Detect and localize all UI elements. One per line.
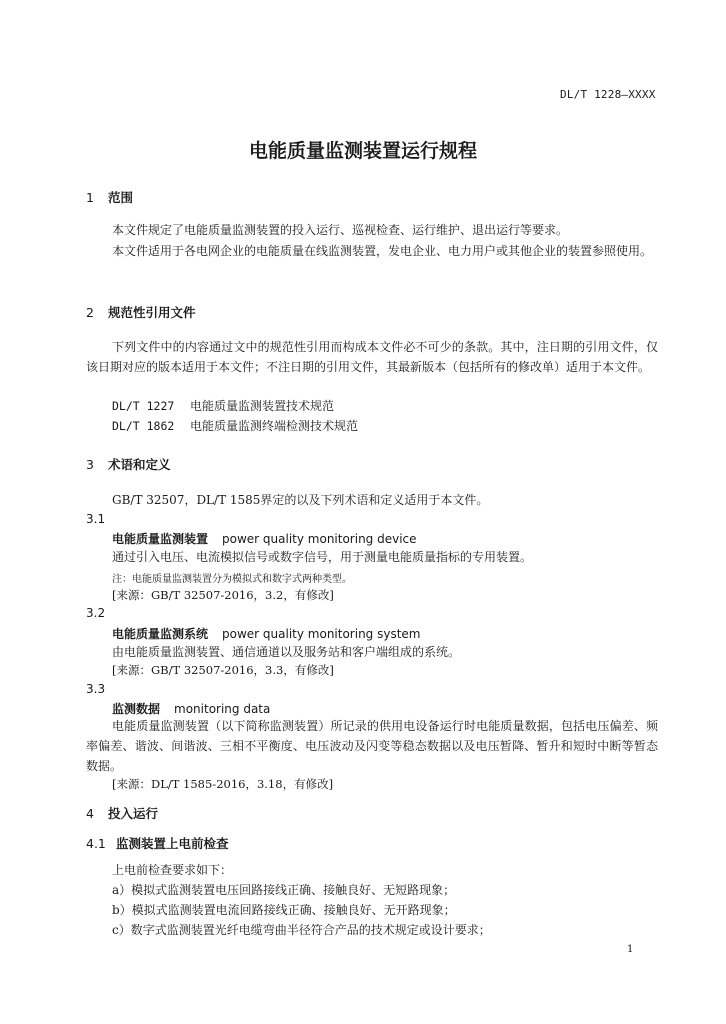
term-zh: 电能质量监测装置 [112,532,209,546]
reference-code: DL/T 1862 [112,419,175,433]
list-item: a）模拟式监测装置电压回路接线正确、接触良好、无短路现象； [112,883,456,897]
section-number: 2 [86,305,94,320]
subsection-4-1-heading [86,834,229,852]
section-title: 范围 [108,190,134,205]
term-definition: 电能质量监测装置（以下简称监测装置）所记录的供用电设备运行时电能质量数据，包括电压偏差、频率偏差、谐波、间谐波、三相不平衡度、电压波动及闪变等稳态数据以及电压暂降、暂升和短时中断等暂态数据。 [86,719,658,773]
term-definition: 由电能质量监测装置、通信通道以及服务站和客户端组成的系统。 [112,645,461,659]
term-heading [112,625,421,642]
term-source: [来源：DL/T 1585-2016，3.18，有修改] [112,777,334,791]
term-heading [112,530,417,547]
term-heading [112,700,270,717]
paragraph: 下列文件中的内容通过文中的规范性引用而构成本文件必不可少的条款。其中，注日期的引用文件，仅该日期对应的版本适用于本文件；不注日期的引用文件，其最新版本（包括所有的修改单）适用于本文件。 [86,340,658,374]
subsection-title: 监测装置上电前检查 [116,836,229,851]
term-source: [来源：GB/T 32507-2016，3.2，有修改] [112,588,334,602]
term-zh: 电能质量监测系统 [112,627,209,641]
subsection-number: 4.1 [86,836,106,851]
section-title: 术语和定义 [108,457,171,472]
section-title: 投入运行 [108,806,159,821]
section-number: 4 [86,806,94,821]
list-item: b）模拟式监测装置电流回路接线正确、接触良好、无开路现象； [112,903,456,917]
section-number: 3 [86,457,94,472]
term-en: power quality monitoring device [222,532,417,546]
reference-item [112,416,358,436]
reference-name: 电能质量监测装置技术规范 [190,399,335,413]
section-3-heading [86,455,171,473]
section-4-heading [86,804,158,822]
term-en: power quality monitoring system [222,627,421,641]
reference-name: 电能质量监测终端检测技术规范 [190,419,359,433]
term-note: 注：电能质量监测装置分为模拟式和数字式两种类型。 [112,574,352,585]
document-title: 电能质量监测装置运行规程 [248,140,477,162]
paragraph: 本文件规定了电能质量监测装置的投入运行、巡视检查、运行维护、退出运行等要求。 [112,223,569,237]
list-item: c）数字式监测装置光纤电缆弯曲半径符合产品的技术规定或设计要求； [112,923,491,937]
section-number: 1 [86,190,94,205]
reference-item [112,396,334,416]
term-number: 3.3 [86,682,106,696]
reference-code: DL/T 1227 [112,399,175,413]
paragraph: 本文件适用于各电网企业的电能质量在线监测装置，发电企业、电力用户或其他企业的装置参照使用。 [112,244,653,258]
page-number: 1 [627,944,634,955]
section-2-heading [86,303,196,321]
section-title: 规范性引用文件 [108,305,196,320]
term-zh: 监测数据 [112,702,161,716]
term-source: [来源：GB/T 32507-2016，3.3，有修改] [112,663,334,677]
term-number: 3.1 [86,512,106,526]
paragraph: GB/T 32507，DL/T 1585界定的以及下列术语和定义适用于本文件。 [112,493,489,507]
term-definition: 通过引入电压、电流模拟信号或数字信号，用于测量电能质量指标的专用装置。 [112,550,533,564]
standard-number: DL/T 1228—XXXX [560,88,656,101]
term-number: 3.2 [86,606,106,620]
paragraph: 上电前检查要求如下： [112,863,233,877]
term-en: monitoring data [174,702,271,716]
section-1-heading [86,188,133,206]
